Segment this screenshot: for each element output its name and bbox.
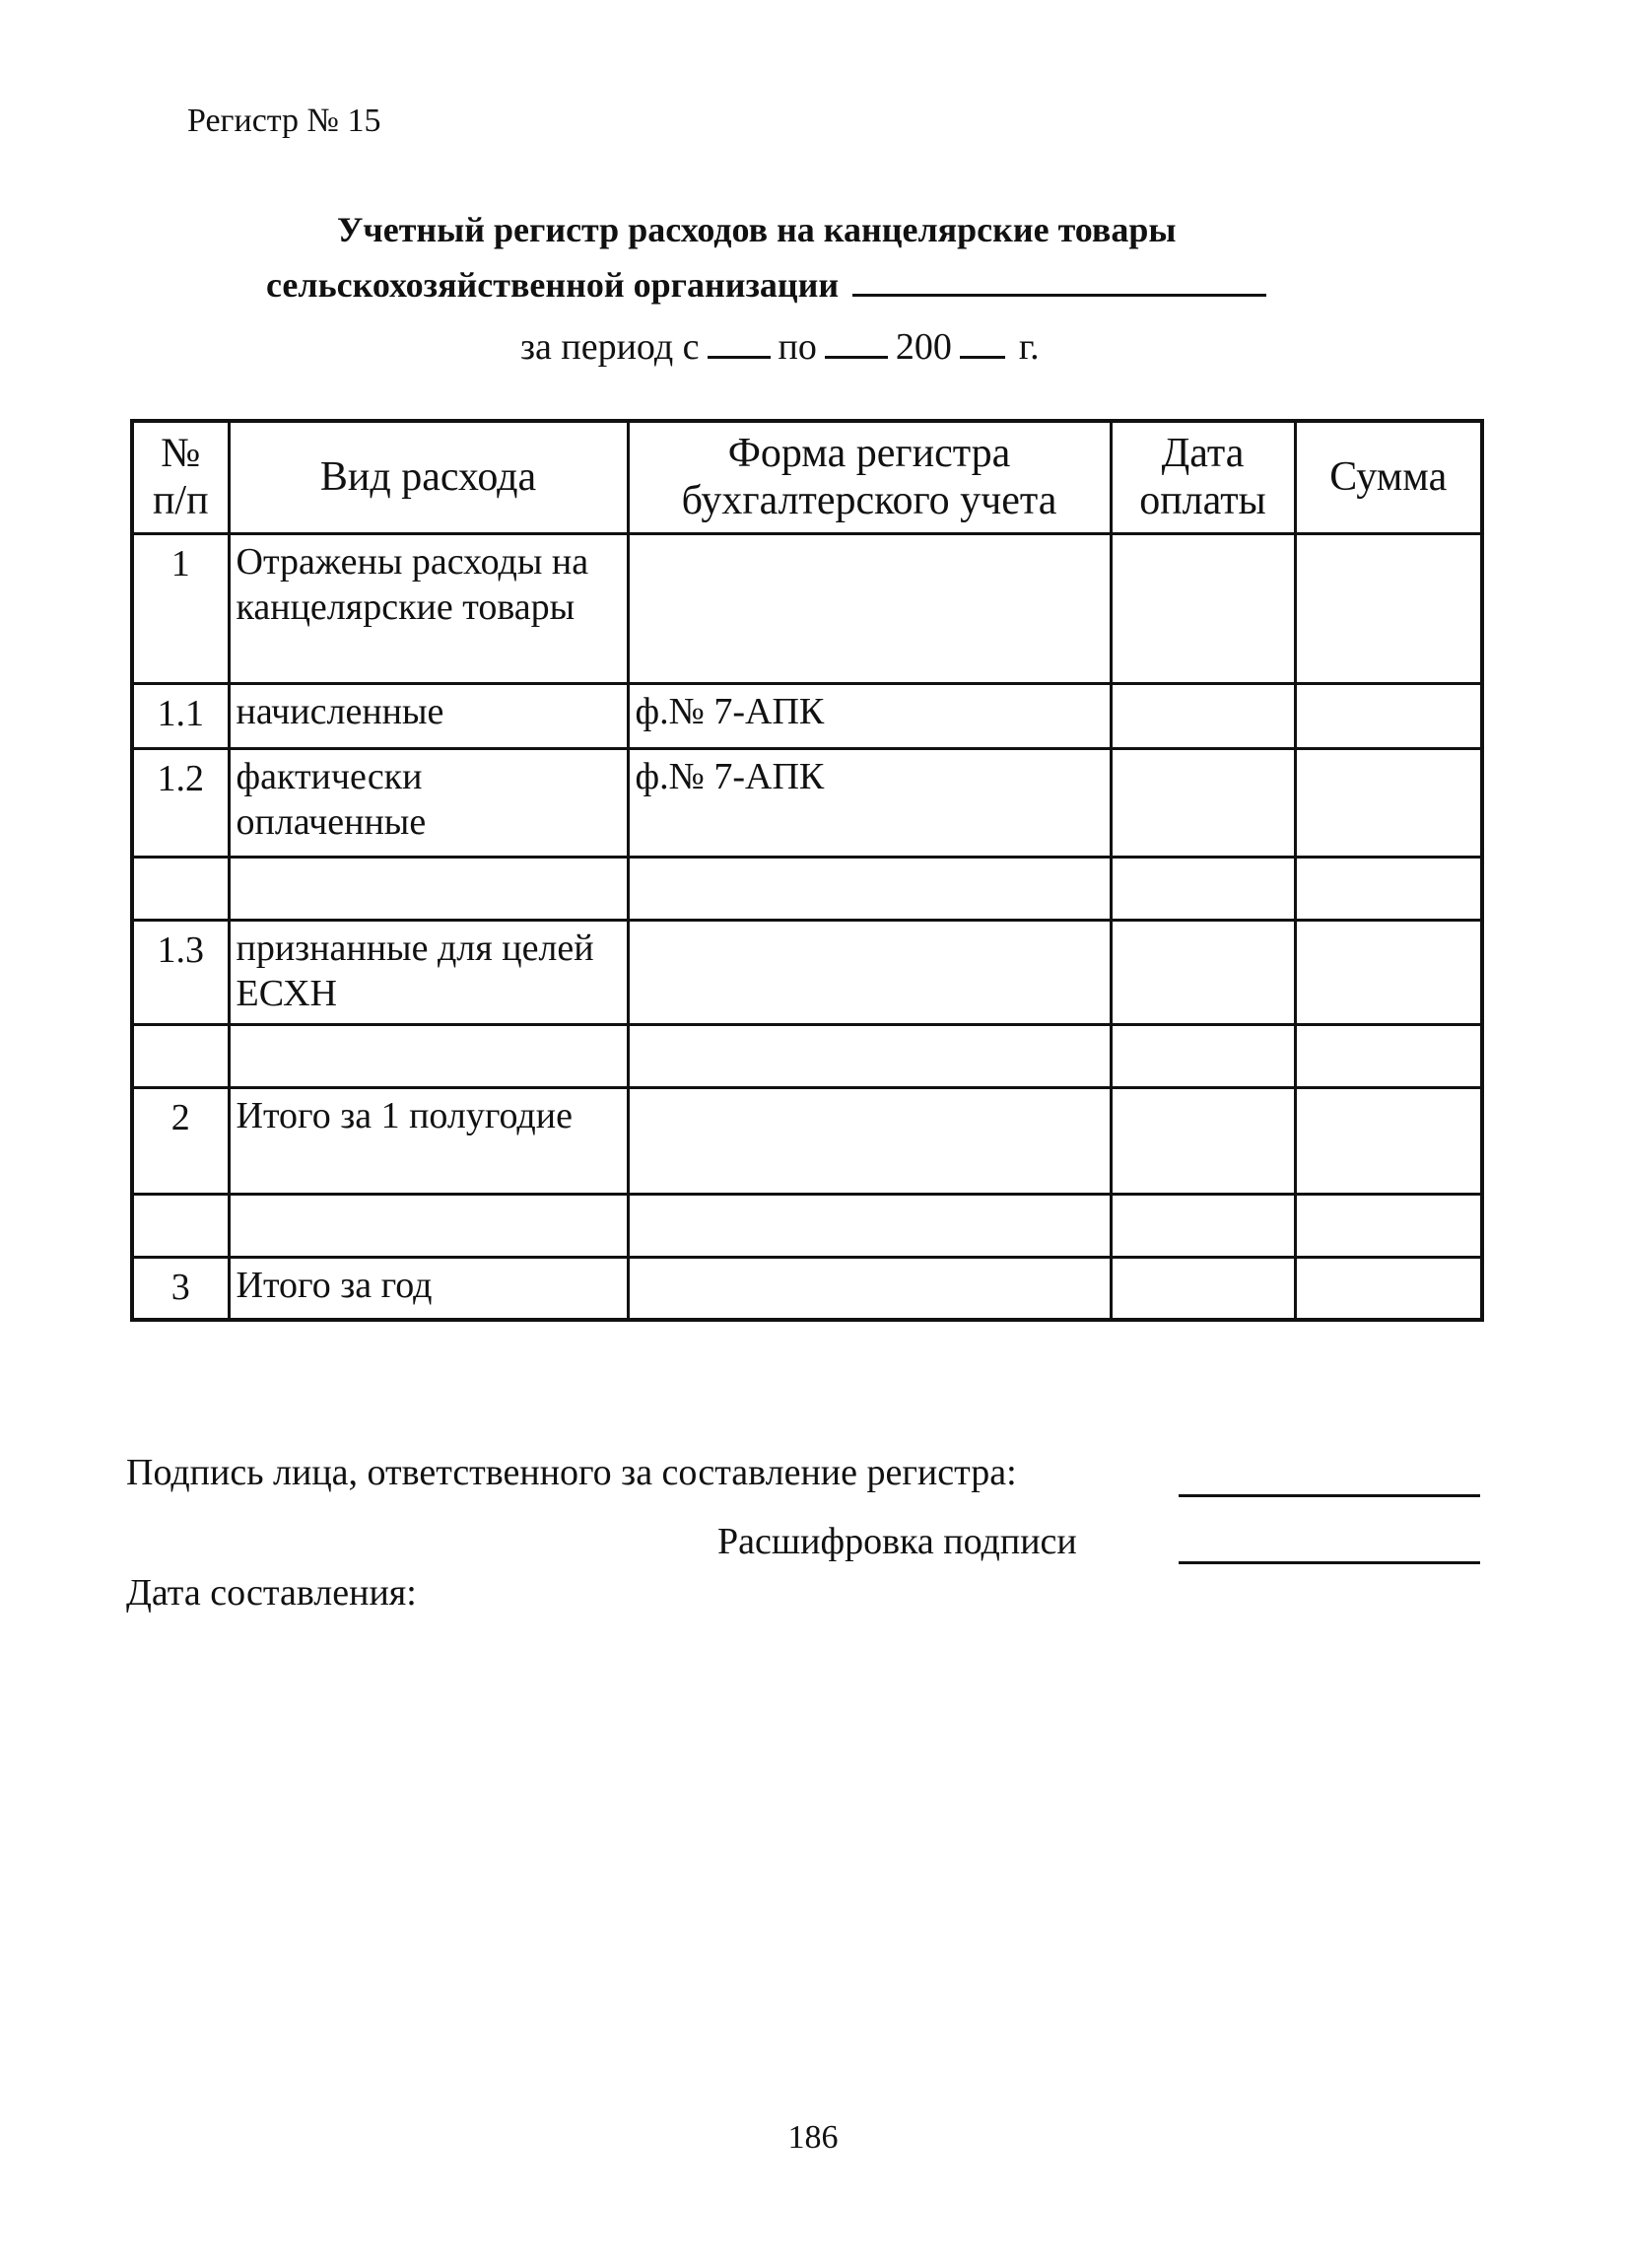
table-row — [132, 920, 1482, 1024]
signature-blank[interactable] — [1179, 1494, 1480, 1497]
row-date[interactable] — [1111, 748, 1295, 857]
table-row — [132, 683, 1482, 748]
row-kind[interactable] — [229, 1194, 628, 1257]
row-form[interactable]: ф.№ 7-АПК — [628, 748, 1111, 857]
col-header-sum: Сумма — [1295, 421, 1482, 533]
row-form[interactable] — [628, 920, 1111, 1024]
row-sum[interactable] — [1295, 748, 1482, 857]
row-kind: Итого за год — [229, 1257, 628, 1320]
table-row — [132, 1087, 1482, 1194]
date-label: Дата составления: — [126, 1572, 417, 1614]
row-date[interactable] — [1111, 1194, 1295, 1257]
row-date[interactable] — [1111, 683, 1295, 748]
col-header-kind: Вид расхода — [229, 421, 628, 533]
signature-label: Подпись лица, ответственного за составление регистра: — [126, 1452, 1017, 1493]
signature-decode-label: Расшифровка подписи — [717, 1521, 1077, 1562]
row-sum[interactable] — [1295, 683, 1482, 748]
row-date[interactable] — [1111, 533, 1295, 683]
period-suffix: г. — [1018, 326, 1040, 368]
organization-blank[interactable] — [852, 264, 1266, 297]
row-sum[interactable] — [1295, 1194, 1482, 1257]
period-prefix: за период с — [520, 326, 700, 368]
period-year-blank[interactable] — [960, 328, 1005, 359]
table-row — [132, 857, 1482, 920]
row-number: 2 — [132, 1087, 229, 1194]
period-to-label: по — [778, 326, 817, 368]
row-sum[interactable] — [1295, 1024, 1482, 1087]
table-row — [132, 748, 1482, 857]
row-kind: фактически оплаченные — [229, 748, 628, 857]
row-form[interactable] — [628, 533, 1111, 683]
organization-line — [266, 264, 1266, 306]
period-from-blank[interactable] — [708, 328, 771, 359]
row-number — [132, 1024, 229, 1087]
col-header-number: № п/п — [132, 421, 229, 533]
organization-label: сельскохозяйственной организации — [266, 265, 840, 305]
row-form[interactable] — [628, 857, 1111, 920]
col-header-date: Дата оплаты — [1111, 421, 1295, 533]
row-date[interactable] — [1111, 1087, 1295, 1194]
row-kind[interactable] — [229, 1024, 628, 1087]
row-kind: начисленные — [229, 683, 628, 748]
period-line — [520, 325, 1040, 369]
table-row — [132, 1194, 1482, 1257]
period-year: 200 — [895, 326, 952, 368]
row-number: 1 — [132, 533, 229, 683]
row-number — [132, 1194, 229, 1257]
row-sum[interactable] — [1295, 920, 1482, 1024]
document-title: Учетный регистр расходов на канцелярские товары — [337, 210, 1177, 249]
row-form[interactable] — [628, 1257, 1111, 1320]
period-to-blank[interactable] — [825, 328, 888, 359]
page-number: 186 — [787, 2119, 839, 2156]
row-kind: Итого за 1 полугодие — [229, 1087, 628, 1194]
row-form[interactable] — [628, 1087, 1111, 1194]
row-number — [132, 857, 229, 920]
row-number: 3 — [132, 1257, 229, 1320]
row-number: 1.2 — [132, 748, 229, 857]
row-sum[interactable] — [1295, 1257, 1482, 1320]
row-form[interactable] — [628, 1194, 1111, 1257]
table-row — [132, 533, 1482, 683]
table-row — [132, 1024, 1482, 1087]
row-sum[interactable] — [1295, 1087, 1482, 1194]
table-row — [132, 1257, 1482, 1320]
row-date[interactable] — [1111, 1257, 1295, 1320]
row-date[interactable] — [1111, 1024, 1295, 1087]
table-header-row — [132, 421, 1482, 533]
row-date[interactable] — [1111, 920, 1295, 1024]
signature-decode-blank[interactable] — [1179, 1561, 1480, 1564]
register-number: Регистр № 15 — [187, 103, 381, 139]
row-date[interactable] — [1111, 857, 1295, 920]
row-kind: признанные для целей ЕСХН — [229, 920, 628, 1024]
col-header-form: Форма регистра бухгалтерского учета — [628, 421, 1111, 533]
row-form[interactable]: ф.№ 7-АПК — [628, 683, 1111, 748]
row-sum[interactable] — [1295, 857, 1482, 920]
register-table — [130, 419, 1484, 1322]
row-number: 1.3 — [132, 920, 229, 1024]
row-form[interactable] — [628, 1024, 1111, 1087]
row-sum[interactable] — [1295, 533, 1482, 683]
row-kind[interactable] — [229, 857, 628, 920]
row-kind: Отражены расходы на канцелярские товары — [229, 533, 628, 683]
row-number: 1.1 — [132, 683, 229, 748]
